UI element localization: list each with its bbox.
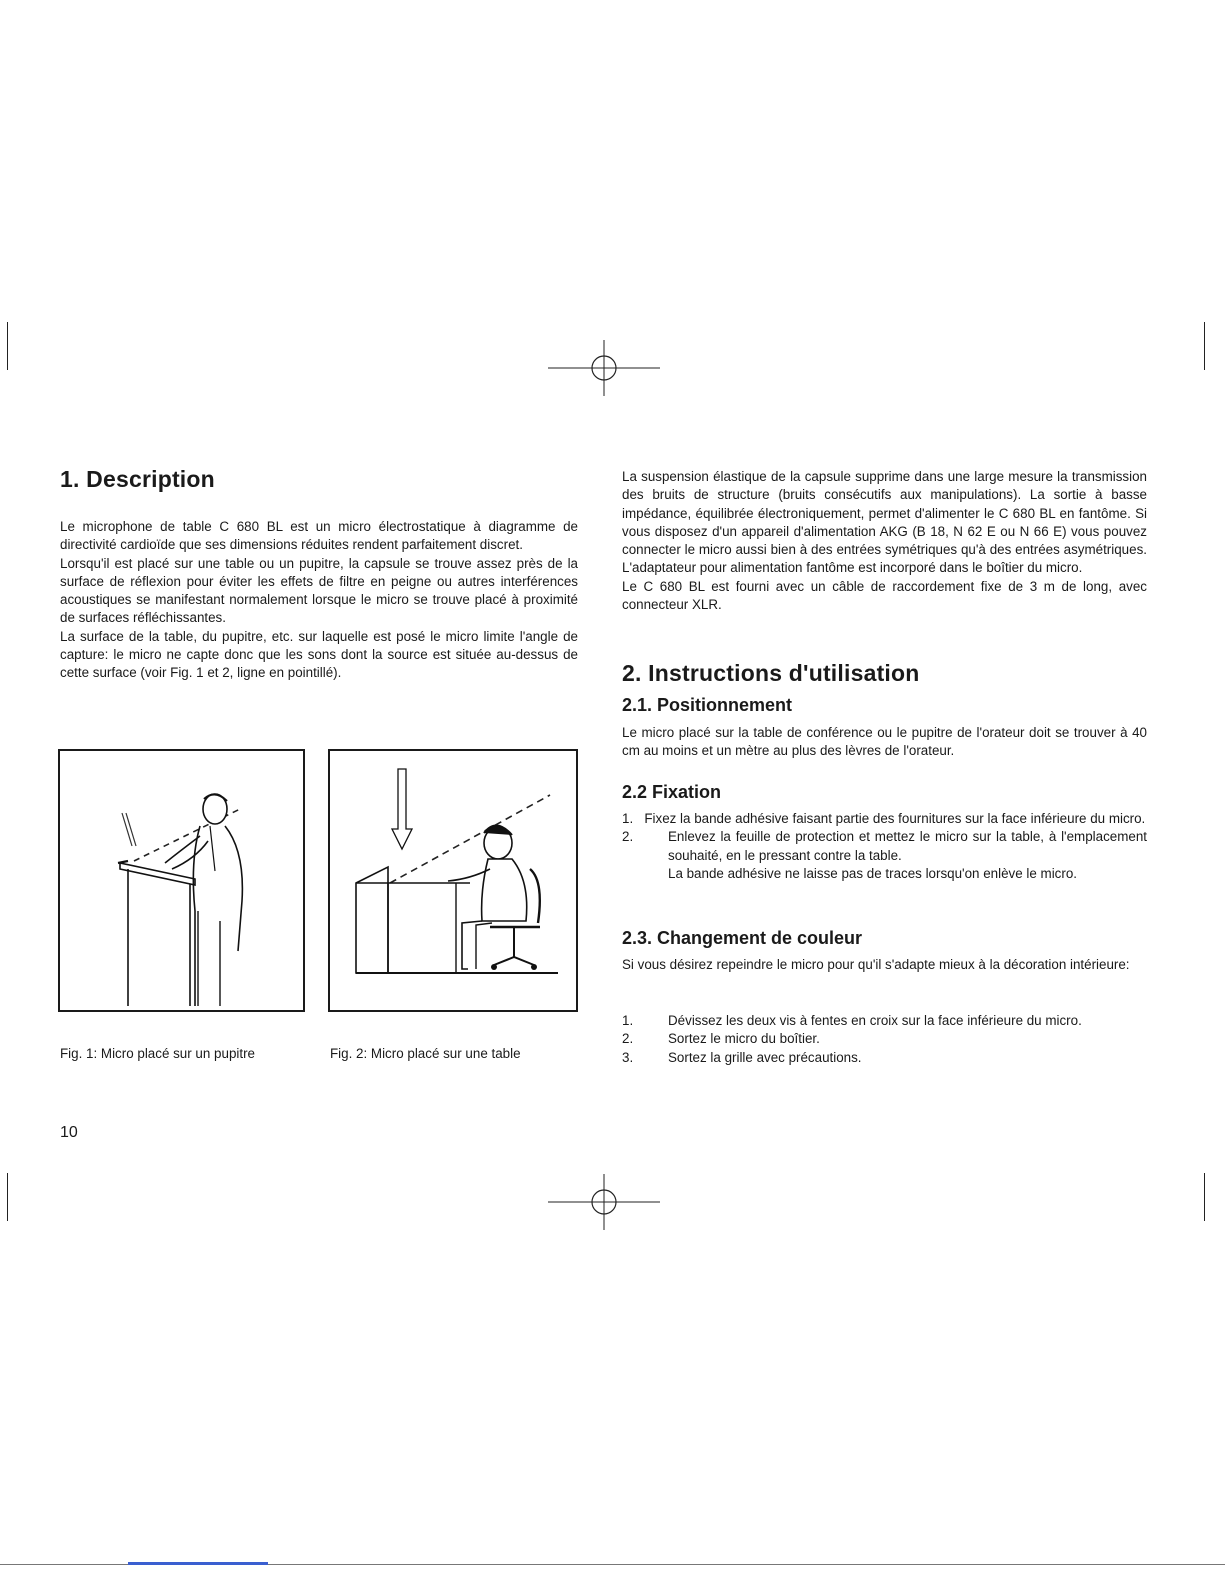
person-seated-at-table-illustration — [330, 751, 576, 1010]
list-item — [622, 1012, 1147, 1030]
description-body — [60, 518, 578, 683]
crop-mark-top-right — [1204, 322, 1205, 370]
step-number: 1. — [622, 811, 634, 826]
figure-1-caption: Fig. 1: Micro placé sur un pupitre — [60, 1046, 255, 1061]
step-text: Sortez la grille avec précautions. — [668, 1049, 862, 1065]
step-note: La bande adhésive ne laisse pas de traces lorsqu'on enlève le micro. — [668, 865, 1077, 881]
description-paragraph: La surface de la table, du pupitre, etc. sur laquelle est posé le micro limite l'angle de capture: le micro ne capte donc que les sons dont la source est située au-dessus de cette surface (voir Fig. 1 et 2, ligne en pointillé). — [60, 628, 578, 681]
page-number: 10 — [60, 1124, 78, 1141]
step-number: 2. — [622, 1031, 634, 1047]
step-number: 1. — [622, 1013, 634, 1028]
step-text: Sortez le micro du boîtier. — [668, 1031, 820, 1047]
person-at-lectern-illustration — [60, 751, 303, 1010]
fixation-steps — [622, 828, 1147, 883]
step-number: 2. — [622, 829, 634, 845]
subheading-fixation: 2.2 Fixation — [622, 782, 722, 802]
section-heading-description: 1. Description — [60, 466, 215, 492]
description-paragraph: Le microphone de table C 680 BL est un micro électrostatique à diagramme de directivité cardioïde que ses dimensions réduites rendent parfaitement discret. — [60, 519, 578, 553]
step-number: 3. — [622, 1049, 634, 1065]
section-heading-instructions: 2. Instructions d'utilisation — [622, 660, 920, 686]
list-item — [622, 1030, 1147, 1048]
fixation-body — [622, 810, 1147, 883]
registration-mark-bottom — [548, 1174, 660, 1230]
step-text: Dévissez les deux vis à fentes en croix sur la face inférieure du micro. — [668, 1013, 1082, 1028]
figure-2-frame — [328, 749, 578, 1012]
list-item — [622, 1049, 1147, 1067]
fixation-step-1 — [622, 810, 1147, 828]
subheading-positionnement: 2.1. Positionnement — [622, 695, 793, 715]
fixation-step-2 — [622, 828, 1147, 883]
step-text: Enlevez la feuille de protection et mettez le micro sur la table, à l'emplacement souhaité, en le pressant contre la table. — [668, 829, 1147, 863]
changement-couleur-steps — [622, 1012, 1147, 1067]
crop-mark-bottom-right — [1204, 1173, 1205, 1221]
subheading-changement-couleur: 2.3. Changement de couleur — [622, 928, 863, 948]
intro-body — [622, 468, 1147, 614]
crop-mark-bottom-left — [7, 1173, 8, 1221]
description-paragraph: Lorsqu'il est placé sur une table ou un pupitre, la capsule se trouve assez près de la surface de réflexion pour éviter les effets de filtre en peigne ou autres interférences acoustiques se manifestant normalement lorsque le micro se trouve placé à proximité de surfaces réfléchissantes. — [60, 555, 578, 626]
step-text: Fixez la bande adhésive faisant partie des fournitures sur la face inférieure du micro. — [644, 811, 1146, 826]
registration-mark-top — [548, 340, 660, 396]
crop-mark-top-left — [7, 322, 8, 370]
figure-2-caption: Fig. 2: Micro placé sur une table — [330, 1046, 521, 1061]
bottom-scroll-indicator[interactable] — [128, 1562, 268, 1565]
figure-1-frame — [58, 749, 305, 1012]
intro-paragraph: La suspension élastique de la capsule supprime dans une large mesure la transmission des bruits de structure (bruits consécutifs aux manipulations). La sortie à basse impédance, équilibrée électroniquement, permet d'alimenter le C 680 BL en fantôme. Si vous disposez d'un appareil d'alimentation AKG (B 18, N 62 E ou N 66 E) vous pouvez connecter le micro aussi bien à des entrées symétriques qu'à des entrées asymétriques. L'adaptateur pour alimentation fantôme est incorporé dans le boîtier du micro. — [622, 469, 1147, 576]
changement-couleur-text: Si vous désirez repeindre le micro pour qu'il s'adapte mieux à la décoration intérieure: — [622, 957, 1130, 972]
intro-paragraph: Le C 680 BL est fourni avec un câble de raccordement fixe de 3 m de long, avec connecteur XLR. — [622, 578, 1147, 613]
positionnement-text: Le micro placé sur la table de conférence ou le pupitre de l'orateur doit se trouver à 40 cm au moins et un mètre au plus des lèvres de l'orateur. — [622, 725, 1147, 759]
